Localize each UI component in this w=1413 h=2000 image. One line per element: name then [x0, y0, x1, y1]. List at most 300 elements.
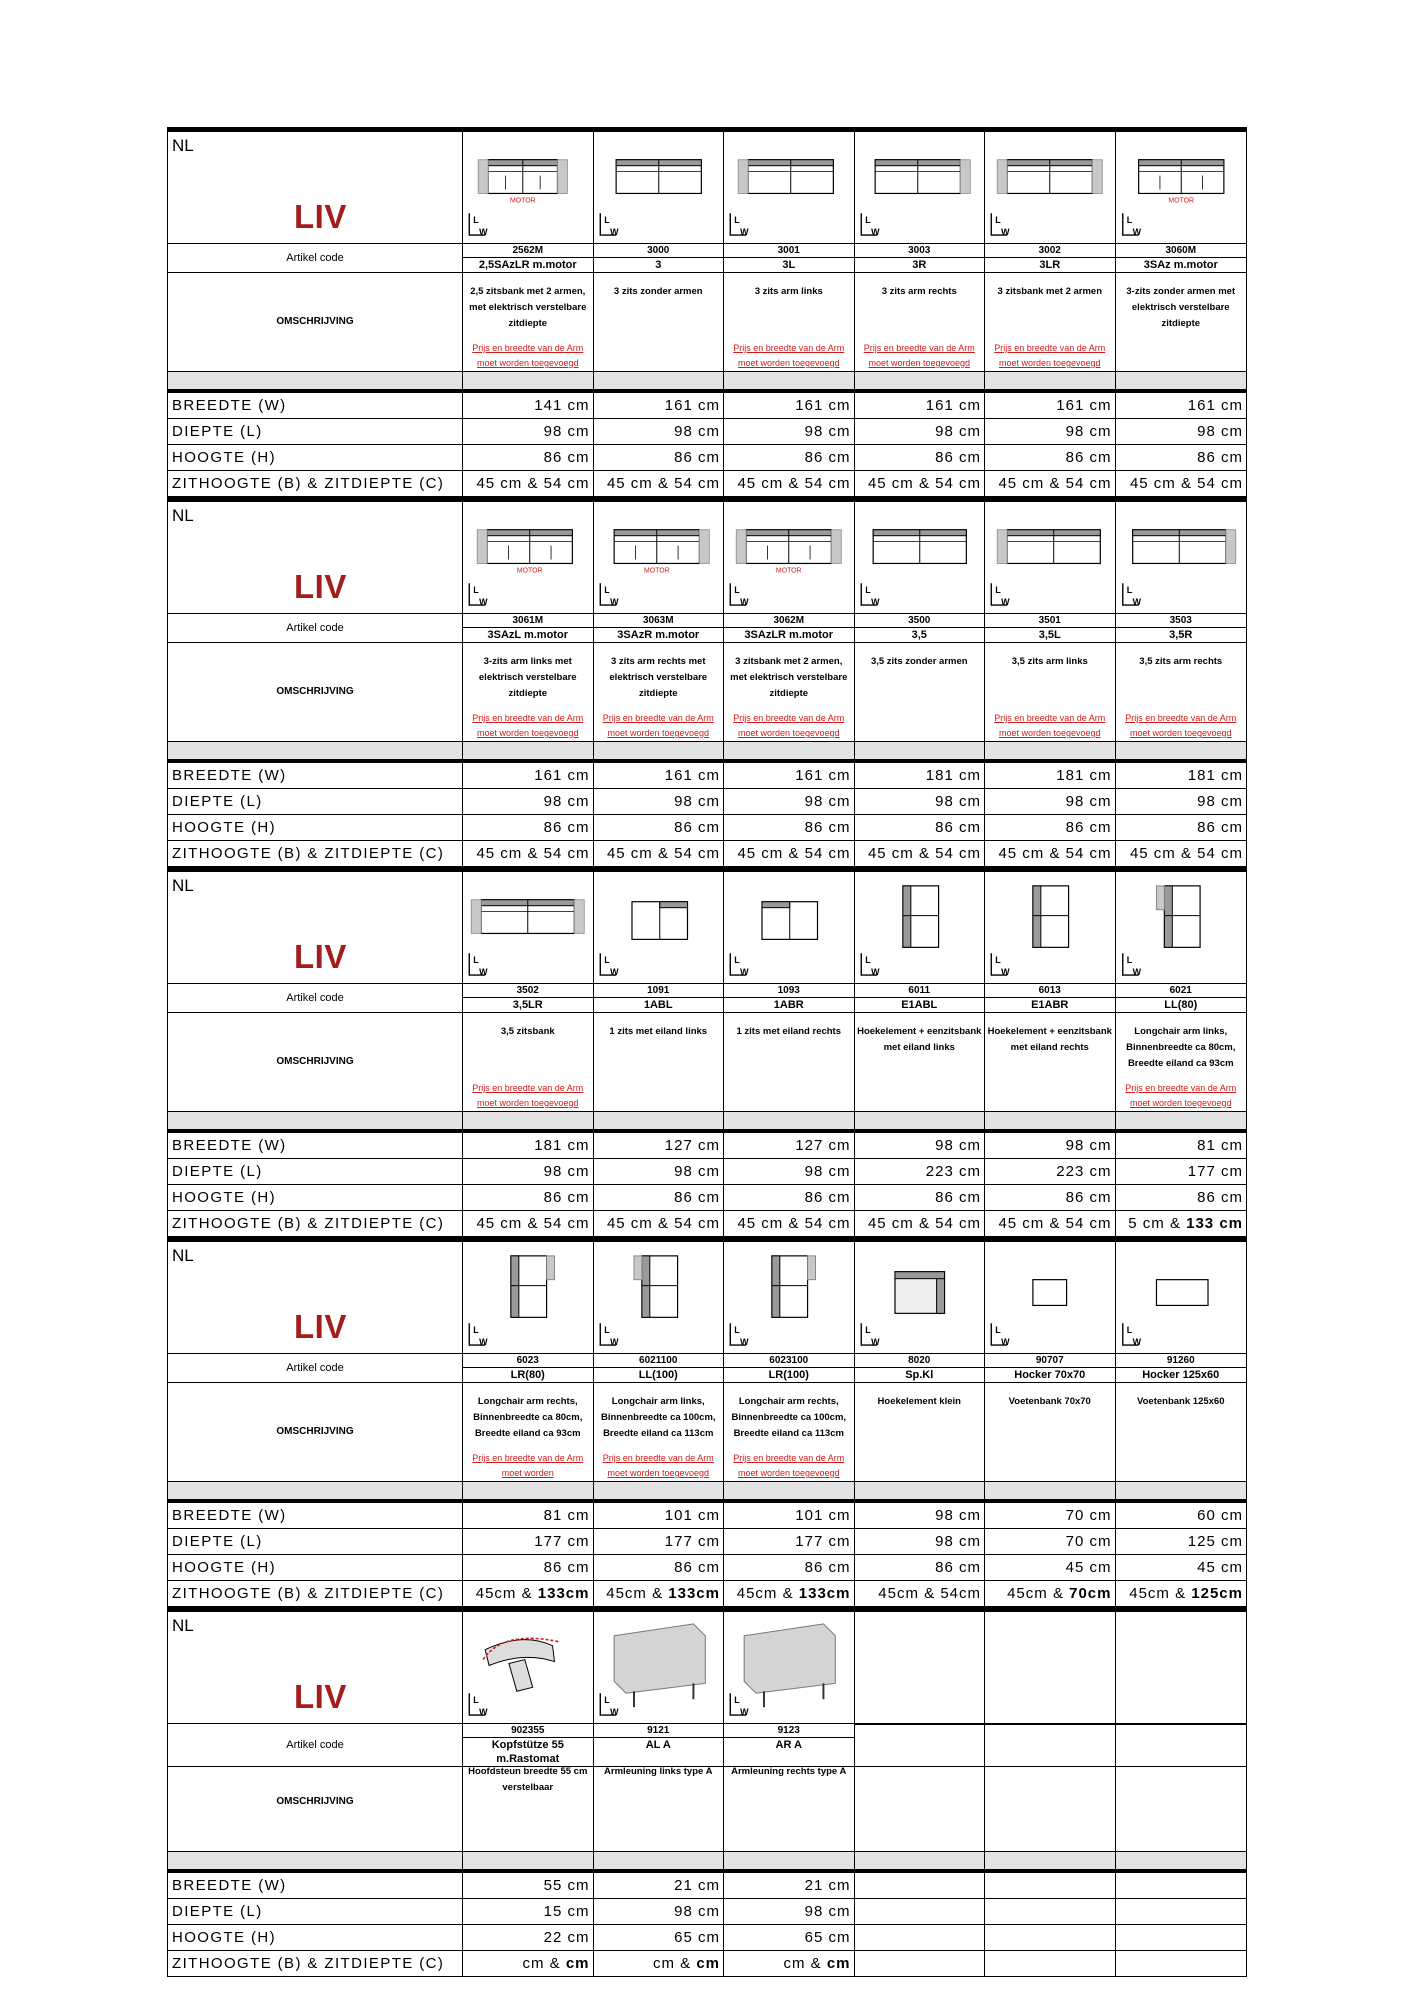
dimension-value: [985, 471, 1116, 497]
svg-text:L: L: [603, 1325, 610, 1336]
dimension-value: [724, 1529, 855, 1555]
product-image: [985, 132, 1116, 244]
separator-cell: [463, 742, 594, 760]
separator-row: [168, 1112, 1246, 1133]
dimension-value: [463, 445, 594, 471]
svg-text:L: L: [473, 1695, 479, 1706]
dimension-value-text: 98 cm: [804, 793, 851, 810]
dimension-value-text: [463, 1951, 593, 1976]
dimension-value: [1116, 445, 1247, 471]
article-type: AR A: [775, 1739, 802, 1751]
dimension-value: [594, 393, 725, 419]
dimension-label-cell: [168, 1529, 463, 1555]
dimension-label: BREEDTE (W): [172, 767, 287, 784]
svg-text:L: L: [1126, 1325, 1132, 1336]
svg-text:MOTOR: MOTOR: [1167, 197, 1194, 205]
separator-cell: [594, 1852, 725, 1870]
dimension-value-text: 86 cm: [935, 449, 981, 466]
dimension-value-text: 81 cm: [543, 1507, 590, 1524]
product-description: [594, 272, 725, 372]
artikel-row: [168, 984, 1246, 1012]
l-w-axis-icon: [469, 213, 488, 237]
product-description: [1116, 1752, 1247, 1852]
seat-depth: 70cm: [1069, 1585, 1112, 1602]
separator-cell: [985, 1112, 1116, 1130]
product-image: [855, 132, 986, 244]
description-text: 3 zits arm rechts: [881, 286, 957, 297]
separator-cell: [855, 372, 986, 390]
seat-depth: cm: [826, 1955, 851, 1972]
product-description: [463, 642, 594, 742]
dimension-value: [985, 1899, 1116, 1925]
article-type: 3SAzR m.motor: [617, 629, 700, 641]
omschrijving-label-cell: [168, 642, 463, 742]
dimension-label: DIEPTE (L): [172, 423, 263, 440]
product-image: [1116, 502, 1247, 614]
dimension-label-cell: [168, 1211, 463, 1237]
article-number: 2562M: [463, 244, 593, 258]
l-w-axis-icon: [469, 953, 488, 977]
dimension-value: [724, 445, 855, 471]
product-description: [594, 1752, 725, 1852]
dimension-value: [1116, 1555, 1247, 1581]
dimension-value: [855, 393, 986, 419]
dimension-row: [168, 1925, 1246, 1951]
description-row: [168, 272, 1246, 372]
dimension-value-text: 45 cm & 54 cm: [998, 475, 1112, 492]
dimension-value-text: 45 cm & 54 cm: [737, 845, 851, 862]
dimension-value-text: 45 cm & 54 cm: [998, 845, 1112, 862]
dimension-value: [463, 763, 594, 789]
dimension-label: ZITHOOGTE (B) & ZITDIEPTE (C): [172, 1585, 445, 1602]
sofa-3-no-arms-icon: [594, 132, 724, 243]
dimension-row: [168, 1503, 1246, 1529]
dimension-value: [463, 1185, 594, 1211]
image-row: [168, 1242, 1246, 1354]
armrest-right-icon: [724, 1612, 854, 1723]
description-text: Hoekelement + eenzitsbank met eiland rechts: [987, 1026, 1112, 1053]
dimension-value: [855, 841, 986, 867]
description-text: 3,5 zitsbank: [500, 1026, 555, 1037]
article-code: [463, 984, 594, 1013]
omschrijving-label-cell: [168, 1012, 463, 1112]
dimension-value-text: 98 cm: [674, 1163, 720, 1180]
article-number: 3502: [463, 984, 593, 998]
dimension-value-text: 98 cm: [674, 423, 720, 440]
dimension-value: [724, 1951, 855, 1977]
arm-price-note: Prijs en breedte van de Arm moet worden toegevoegd: [472, 1083, 584, 1108]
sofa-3-arm-right-icon: [855, 132, 985, 243]
seat-height: 45cm &: [736, 1585, 799, 1602]
dimension-value-text: 161 cm: [795, 397, 851, 414]
product-description: [463, 1382, 594, 1482]
dimension-row: [168, 763, 1246, 789]
separator-cell: [594, 742, 725, 760]
image-row: [168, 132, 1246, 244]
article-number: 6023: [463, 1354, 593, 1368]
dimension-value: [463, 1899, 594, 1925]
dimension-value-text: 98 cm: [543, 793, 590, 810]
sofa-3-arm-left-motor-icon: [463, 502, 593, 613]
separator-cell: [463, 372, 594, 390]
dimension-value: [724, 789, 855, 815]
product-description: [463, 1012, 594, 1112]
description-text: [985, 1752, 1115, 1764]
separator-row: [168, 1852, 1246, 1873]
dimension-value: [855, 815, 986, 841]
dimension-label-cell: [168, 841, 463, 867]
article-type: Hocker 125x60: [1142, 1369, 1220, 1381]
dimension-value-text: 86 cm: [543, 819, 590, 836]
svg-text:W: W: [479, 1707, 488, 1718]
dimension-row: [168, 1555, 1246, 1581]
article-code: [594, 1354, 725, 1383]
dimension-label-cell: [168, 419, 463, 445]
dimension-value: [1116, 393, 1247, 419]
dimension-label-cell: [168, 1925, 463, 1951]
svg-text:L: L: [473, 215, 479, 226]
omschrijving-label: OMSCHRIJVING: [276, 1796, 354, 1807]
dimension-value: [985, 1873, 1116, 1899]
article-number: 902355: [463, 1724, 593, 1738]
dimension-value: [1116, 419, 1247, 445]
dimension-row: [168, 1899, 1246, 1925]
dimension-value: [855, 1581, 986, 1607]
description-text: Voetenbank 125x60: [1137, 1396, 1225, 1407]
description-text: 3,5 zits arm links: [1011, 656, 1088, 667]
article-number: 3063M: [594, 614, 724, 628]
dimension-value-text: 81 cm: [1197, 1137, 1243, 1154]
svg-text:L: L: [734, 215, 740, 226]
dimension-value: [594, 763, 725, 789]
l-w-axis-icon: [861, 953, 880, 977]
product-image: [724, 1242, 855, 1354]
article-number: 3003: [855, 244, 985, 258]
svg-text:L: L: [734, 955, 740, 966]
dimension-value: [855, 763, 986, 789]
product-block: [167, 127, 1247, 497]
article-number: 3060M: [1116, 244, 1247, 258]
product-image: [855, 872, 986, 984]
arm-price-note: Prijs en breedte van de Arm moet worden toegevoegd: [994, 343, 1106, 368]
block-header: [168, 872, 463, 984]
language-code: NL: [172, 876, 194, 895]
separator-row: [168, 742, 1246, 763]
description-row: [168, 1012, 1246, 1112]
dimension-value: [724, 1925, 855, 1951]
dimension-value: [1116, 1873, 1247, 1899]
l-w-axis-icon: [1122, 953, 1141, 977]
dimension-value: [594, 1899, 725, 1925]
svg-text:W: W: [609, 1707, 619, 1718]
l-w-axis-icon: [1122, 583, 1141, 607]
svg-text:W: W: [1132, 1337, 1141, 1348]
l-w-axis-icon: [991, 953, 1010, 977]
dimension-value-text: 86 cm: [674, 1559, 720, 1576]
dimension-value-text: 161 cm: [1056, 397, 1112, 414]
article-type: E1ABL: [901, 999, 938, 1011]
dimension-value: [855, 1503, 986, 1529]
dimension-value: [724, 763, 855, 789]
omschrijving-label-cell: [168, 1382, 463, 1482]
separator-cell: [594, 1112, 725, 1130]
dimension-value-text: 223 cm: [925, 1163, 981, 1180]
dimension-value-text: 98 cm: [804, 1163, 851, 1180]
dimension-value: [985, 841, 1116, 867]
dimension-value-text: 98 cm: [1197, 793, 1243, 810]
longchair-right-icon: [463, 1242, 593, 1353]
arm-price-note: Prijs en breedte van de Arm moet worden toegevoegd: [994, 713, 1106, 738]
l-w-axis-icon: [730, 213, 749, 237]
article-type: AL A: [645, 1739, 671, 1751]
dimension-value-text: 70 cm: [1065, 1507, 1112, 1524]
dimension-value-text: 15 cm: [543, 1903, 590, 1920]
separator-cell: [855, 742, 986, 760]
article-type: 3,5R: [1169, 629, 1193, 641]
dimension-value: [463, 815, 594, 841]
svg-text:W: W: [870, 227, 880, 238]
article-type: 3,5: [911, 629, 927, 641]
article-code: [985, 984, 1116, 1013]
dimension-value-text: 161 cm: [925, 397, 981, 414]
separator-cell: [855, 1852, 986, 1870]
description-text: Hoekelement klein: [877, 1396, 961, 1407]
dimension-value-text: 45 cm & 54 cm: [737, 1215, 851, 1232]
svg-text:L: L: [995, 955, 1001, 966]
dimension-value-text: 45 cm & 54 cm: [606, 845, 720, 862]
dimension-value: [855, 1925, 986, 1951]
svg-text:MOTOR: MOTOR: [775, 567, 802, 575]
l-w-axis-icon: [469, 583, 488, 607]
dimension-value: [855, 471, 986, 497]
dimension-value-text: 161 cm: [534, 767, 590, 784]
armrest-left-icon: [594, 1612, 724, 1723]
svg-text:L: L: [995, 215, 1001, 226]
dimension-value-text: 98 cm: [674, 793, 720, 810]
svg-text:W: W: [609, 967, 619, 978]
l-w-axis-icon: [991, 213, 1010, 237]
dimension-value: [985, 393, 1116, 419]
artikel-label-cell: [168, 614, 463, 643]
article-type: LR(80): [510, 1369, 545, 1381]
dimension-value-text: [1116, 1211, 1247, 1236]
dimension-value-text: 98 cm: [1197, 423, 1243, 440]
svg-text:L: L: [1126, 215, 1132, 226]
description-text: Voetenbank 70x70: [1008, 1396, 1091, 1407]
article-code: [1116, 984, 1247, 1013]
footstool-125-icon: [1116, 1242, 1247, 1353]
separator-cell: [168, 372, 463, 390]
svg-text:W: W: [1001, 597, 1010, 608]
dimension-value: [724, 1133, 855, 1159]
dimension-value-text: 86 cm: [674, 1189, 720, 1206]
separator-cell: [724, 742, 855, 760]
product-description: [855, 1382, 986, 1482]
brand-name: LIV: [294, 198, 347, 235]
dimension-value-text: 181 cm: [1187, 767, 1243, 784]
artikel-label-cell: [168, 984, 463, 1013]
dimension-value: [594, 1159, 725, 1185]
article-type: Hocker 70x70: [1014, 1369, 1086, 1381]
dimension-value-text: 86 cm: [804, 449, 851, 466]
arm-price-note: Prijs en breedte van de Arm moet worden toegevoegd: [733, 1453, 845, 1478]
dimension-value: [724, 815, 855, 841]
article-code: [985, 244, 1116, 273]
svg-text:L: L: [864, 1325, 871, 1336]
article-code: [1116, 614, 1247, 643]
dimension-value: [724, 1211, 855, 1237]
dimension-value: [985, 1211, 1116, 1237]
article-number: 6011: [855, 984, 985, 998]
corner-element-right-icon: [985, 872, 1115, 983]
dimension-value: [463, 1951, 594, 1977]
dimension-value-text: 98 cm: [1065, 793, 1112, 810]
dimension-label-cell: [168, 1133, 463, 1159]
dimension-value-text: 45 cm & 54 cm: [737, 475, 851, 492]
description-text: Armleuning links type A: [604, 1766, 713, 1777]
product-image: [985, 1242, 1116, 1354]
article-number: 3062M: [724, 614, 854, 628]
description-text: Hoofdsteun breedte 55 cm verstelbaar: [468, 1766, 588, 1793]
dimension-value: [463, 1133, 594, 1159]
product-image: [985, 1612, 1116, 1724]
dimension-value: [594, 1211, 725, 1237]
description-text: Hoekelement + eenzitsbank met eiland links: [857, 1026, 982, 1053]
l-w-axis-icon: [730, 1323, 749, 1347]
seat-height: cm &: [522, 1955, 566, 1972]
description-text: Longchair arm rechts, Binnenbreedte ca 80cm, Breedte eiland ca 93cm: [473, 1396, 583, 1439]
dimension-value-text: 45 cm & 54 cm: [1129, 845, 1243, 862]
dimension-value: [463, 1211, 594, 1237]
svg-text:L: L: [603, 585, 610, 596]
dimension-value-text: 45 cm & 54 cm: [998, 1215, 1112, 1232]
article-number: 90707: [985, 1354, 1115, 1368]
dimension-value: [594, 841, 725, 867]
dimension-value-text: 161 cm: [664, 397, 720, 414]
dimension-value-text: 86 cm: [543, 1559, 590, 1576]
product-description: [1116, 1382, 1247, 1482]
article-code: [985, 1354, 1116, 1383]
svg-text:W: W: [870, 1337, 880, 1348]
dimension-value: [594, 1925, 725, 1951]
svg-text:MOTOR: MOTOR: [643, 567, 670, 575]
dimension-value: [463, 1159, 594, 1185]
dimension-value-text: 177 cm: [795, 1533, 851, 1550]
artikel-code-label: Artikel code: [286, 1739, 344, 1751]
article-number: 3002: [985, 244, 1115, 258]
dimension-row: [168, 393, 1246, 419]
dimension-label-cell: [168, 789, 463, 815]
product-image: [1116, 872, 1247, 984]
arm-price-note: Prijs en breedte van de Arm moet worden toegevoegd: [1125, 713, 1237, 738]
separator-cell: [168, 742, 463, 760]
article-code: [1116, 1354, 1247, 1383]
brand-name: LIV: [294, 568, 347, 605]
separator-cell: [985, 372, 1116, 390]
dimension-value: [1116, 471, 1247, 497]
product-description: [463, 1752, 594, 1852]
dimension-value-text: 98 cm: [674, 1903, 720, 1920]
article-number: 6013: [985, 984, 1115, 998]
dimension-value: [1116, 1581, 1247, 1607]
dimension-value-text: 65 cm: [674, 1929, 720, 1946]
dimension-label-cell: [168, 1555, 463, 1581]
separator-cell: [594, 1482, 725, 1500]
article-number: 9121: [594, 1724, 724, 1738]
svg-text:L: L: [473, 585, 479, 596]
dimension-value: [855, 789, 986, 815]
dimension-value-text: 86 cm: [1065, 1189, 1112, 1206]
dimension-value-text: [985, 1581, 1115, 1606]
dimension-value-text: 177 cm: [664, 1533, 720, 1550]
separator-cell: [985, 1482, 1116, 1500]
l-w-axis-icon: [730, 583, 749, 607]
dimension-value-text: [594, 1951, 724, 1976]
dimension-value: [855, 1185, 986, 1211]
dimension-value-text: 86 cm: [1197, 819, 1243, 836]
separator-cell: [1116, 742, 1247, 760]
dimension-value-text: 181 cm: [1056, 767, 1112, 784]
dimension-value-text: 86 cm: [804, 1559, 851, 1576]
dimension-value: [855, 1211, 986, 1237]
article-type: 3LR: [1039, 259, 1061, 271]
product-image: [855, 502, 986, 614]
separator-cell: [1116, 372, 1247, 390]
longchair-left-icon: [1116, 872, 1247, 983]
article-code: [724, 1354, 855, 1383]
description-row: [168, 642, 1246, 742]
svg-text:W: W: [740, 227, 749, 238]
dimension-label: BREEDTE (W): [172, 1877, 287, 1894]
dimension-value-text: 45cm & 54cm: [878, 1585, 981, 1602]
product-description: [985, 642, 1116, 742]
artikel-row: [168, 614, 1246, 642]
seat-height: 45cm &: [606, 1585, 669, 1602]
article-number: 6021100: [594, 1354, 724, 1368]
dimension-value-text: 141 cm: [534, 397, 590, 414]
dimension-value-text: 45 cm & 54 cm: [476, 475, 590, 492]
dimension-value: [594, 815, 725, 841]
article-code: [594, 984, 725, 1013]
dimension-value: [1116, 1951, 1247, 1977]
seat-depth: 133cm: [537, 1585, 590, 1602]
seat-depth: 133cm: [798, 1585, 851, 1602]
dimension-value-text: 86 cm: [935, 819, 981, 836]
dimension-label-cell: [168, 1951, 463, 1977]
dimension-value-text: 45 cm & 54 cm: [867, 845, 981, 862]
dimension-label: HOOGTE (H): [172, 449, 276, 466]
dimension-value-text: 86 cm: [1065, 819, 1112, 836]
l-w-axis-icon: [991, 1323, 1010, 1347]
article-type: Sp.Kl: [905, 1369, 934, 1381]
description-text: Longchair arm rechts, Binnenbreedte ca 100cm, Breedte eiland ca 113cm: [731, 1396, 847, 1439]
arm-price-note: Prijs en breedte van de Arm moet worden toegevoegd: [733, 343, 845, 368]
l-w-axis-icon: [600, 213, 619, 237]
product-description: [724, 642, 855, 742]
dimension-value-text: 86 cm: [804, 819, 851, 836]
dimension-row: [168, 1185, 1246, 1211]
product-image: [1116, 1612, 1247, 1724]
dimension-value: [463, 1873, 594, 1899]
block-header: [168, 1242, 463, 1354]
brand-name: LIV: [294, 938, 347, 975]
dimension-value: [724, 393, 855, 419]
dimension-value: [463, 1503, 594, 1529]
dimension-value: [594, 1555, 725, 1581]
dimension-value-text: 223 cm: [1056, 1163, 1112, 1180]
description-text: 3 zits arm rechts met elektrisch verstelbare zitdiepte: [609, 656, 708, 699]
dimension-label-cell: [168, 1873, 463, 1899]
